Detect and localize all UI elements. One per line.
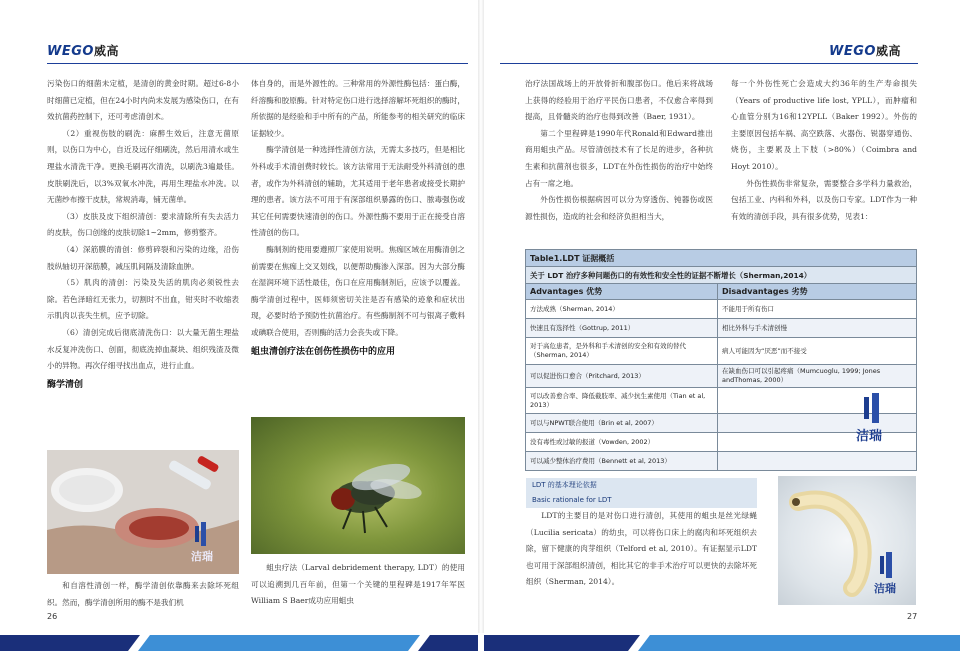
disadvantage-cell: 在缺血伤口可以引起疼痛（Mumcuoglu, 1999; Jones andThomas, 2000） bbox=[718, 365, 917, 388]
basis-text bbox=[526, 508, 757, 591]
disadvantage-cell: 不能用于所有伤口 bbox=[718, 300, 917, 319]
header-rule-left bbox=[47, 63, 468, 64]
advantage-cell: 可以促进伤口愈合（Pritchard, 2013） bbox=[526, 365, 718, 388]
table-row bbox=[526, 338, 917, 365]
paragraph: 每一个外伤性死亡会造成大约36年的生产寿命损失（Years of productive life lost, YPLL），而肿瘤和心血管分别为16和12YPLL（Baker 1992）。外伤的主要原因包括车祸、高空跌落、火器伤、锐器穿通伤、烧伤，主要累及上下肢（>80%）（Coimbra and Hoyt 2010）。 bbox=[731, 79, 917, 171]
watermark-text: 洁瑞 bbox=[191, 550, 213, 563]
table-title: Table1.LDT 证据概括 bbox=[526, 250, 917, 267]
paragraph: 第二个里程碑是1990年代Ronald和Edward推出商用蛆虫产品。尽管清创技术有了长足的进步，各种抗生素和抗菌剂也很多，LDT在外伤性损伤的治疗中始终占有一席之地。 bbox=[525, 128, 713, 188]
left-column-1 bbox=[47, 76, 239, 395]
larva-photo bbox=[778, 476, 916, 605]
advantage-cell: 可以改善愈合率、降低截肢率、减少抗生素使用（Tian et al, 2013） bbox=[526, 388, 718, 414]
brand-cn: 威高 bbox=[875, 44, 901, 58]
table-row bbox=[526, 452, 917, 471]
left-column-2 bbox=[251, 76, 465, 362]
table-row bbox=[526, 300, 917, 319]
basis-title-cn: LDT 的基本理论依据 bbox=[532, 481, 597, 489]
brand-latin: WEGO bbox=[829, 44, 876, 59]
right-column-1 bbox=[525, 76, 713, 225]
disadvantages-header: Disadvantages 劣势 bbox=[718, 284, 917, 300]
header-rule-right bbox=[500, 63, 918, 64]
paragraph: 污染伤口的细菌未定植，是清创的黄金时期。超过6-8小时细菌已定植，但在24小时内尚未发展为感染伤口，在有效抗菌药控制下，还可考虑清创术。 bbox=[47, 79, 239, 122]
page-number-left: 26 bbox=[47, 612, 58, 621]
brand-logo-right bbox=[829, 42, 901, 59]
jierui-watermark bbox=[189, 518, 233, 568]
wound-treatment-photo bbox=[47, 450, 239, 574]
disadvantage-cell bbox=[718, 452, 917, 471]
page-number-right: 27 bbox=[907, 612, 918, 621]
jierui-watermark bbox=[870, 552, 914, 602]
paragraph: （4）深筋膜的清创：修剪碎裂和污染的边缘，沿伤肢纵轴切开深筋膜，减压肌间隔及清除血肿。 bbox=[47, 244, 239, 271]
section-heading: 蛆虫清创疗法在创伤性损伤中的应用 bbox=[251, 346, 396, 357]
left-column-2-tail bbox=[251, 560, 465, 610]
watermark-text: 洁瑞 bbox=[874, 582, 896, 595]
disadvantage-cell: 病人可能因为“厌恶”而不接受 bbox=[718, 338, 917, 365]
bottom-decorative-band bbox=[0, 633, 960, 651]
paragraph: 体自身的，而是外源性的。三种常用的外源性酶包括：蛋白酶，纤溶酶和胶原酶。针对特定伤口进行选择溶解坏死组织的酶时，所依据的是经验和手中所有的产品，所能参考的相关研究的临床证据较少。 bbox=[251, 79, 465, 138]
paragraph: （2）重视伤肢的刷洗：麻醉生效后，注意无菌原则，以伤口为中心，自近及远仔细刷洗，然后用清水或生理盐水清洗干净。更换毛刷再次清洗，以刷洗3遍最佳。皮肤刷洗后，以3%双氧水冲洗，再用生理盐水冲洗。以无菌纱布擦干皮肤，常规消毒，铺无菌单。 bbox=[47, 128, 239, 205]
watermark-text: 洁瑞 bbox=[856, 429, 883, 444]
brand-latin: WEGO bbox=[47, 44, 94, 59]
fly-illustration bbox=[251, 417, 465, 554]
paragraph: 治疗法国战场上的开放骨折和腹部伤口。他后来将战场上获得的经验用于治疗平民伤口患者，不仅愈合率得到提高，且骨髓炎的治疗也得到改善（Baer, 1931）。 bbox=[525, 79, 713, 122]
paragraph: 外伤性损伤非常复杂，需要整合多学科力量救治，包括工业、内科和外科，以及伤口专家。LDT作为一种有效的清创手段，具有很多优势，见表1： bbox=[731, 178, 917, 221]
disadvantage-cell: 相比外科与手术清创慢 bbox=[718, 319, 917, 338]
advantage-cell: 快速且有选择性（Gottrup, 2011） bbox=[526, 319, 718, 338]
paragraph: 和自溶性清创一样，酶学清创依靠酶来去除坏死组织。然而，酶学清创所用的酶不是我们机 bbox=[47, 581, 239, 607]
paragraph: 酶制剂的使用要遵照厂家使用说明。焦痂区域在用酶清创之前需要在焦痂上交叉划线，以便帮助酶渗入深部。因为大部分酶在湿润环境下活性最佳，伤口在应用酶制剂后，应该予以覆盖。酶学清创过程中，医师须密切关注是否有感染的迹象和症状出现，必要时给予预防性抗菌治疗。有些酶制剂不可与银离子敷料或碘联合使用，否则酶的活力会丧失或下降。 bbox=[251, 244, 465, 337]
brand-logo-left bbox=[47, 42, 119, 59]
left-column-1-tail bbox=[47, 578, 239, 611]
right-column-2 bbox=[731, 76, 917, 225]
paragraph: 外伤性损伤根据病因可以分为穿透伤、钝器伤或医源性损伤，造成的社会和经济负担相当大， bbox=[525, 195, 713, 221]
paragraph: 蛆虫疗法（Larval debridement therapy, LDT）的使用可以追溯到几百年前，但第一个关键的里程碑是1917年军医William S Baer成功应用蛆虫 bbox=[251, 563, 465, 606]
advantage-cell: 方法成熟（Sherman, 2014） bbox=[526, 300, 718, 319]
paragraph: （3）皮肤及皮下组织清创：要求清除所有失去活力的皮肤，伤口创缘的皮肤切除1~2mm，修剪整齐。 bbox=[47, 211, 239, 238]
advantage-cell: 可以与NPWT联合使用（Brin et al, 2007） bbox=[526, 414, 718, 433]
paragraph: （5）肌肉的清创：污染及失活的肌肉必须锐性去除。若色泽暗红无张力，切割时不出血，钳夹时不收缩表示肌肉以丧失生机，应予切除。 bbox=[47, 278, 239, 321]
jierui-watermark bbox=[852, 393, 902, 445]
ldt-basis-header bbox=[526, 478, 757, 508]
section-heading: 酶学清创 bbox=[47, 379, 84, 390]
table-subtitle: 关于 LDT 治疗多种问题伤口的有效性和安全性的证据不断增长（Sherman,2014） bbox=[526, 267, 917, 284]
paragraph: LDT的主要目的是对伤口进行清创，其使用的蛆虫是丝光绿蝇（Lucilia sericata）的幼虫，可以将伤口床上的腐肉和坏死组织去除，留下健康的肉芽组织（Telford et al, 2010）。有证据显示LDT也可用于深部组织清创，相比其它的非手术治疗可以更快的去除坏死组织（Sherman, 2014）。 bbox=[526, 511, 757, 587]
table-row bbox=[526, 365, 917, 388]
advantage-cell: 可以减少整体治疗费用（Bennett et al, 2013） bbox=[526, 452, 718, 471]
table-row bbox=[526, 319, 917, 338]
basis-title-en: Basic rationale for LDT bbox=[532, 496, 612, 504]
fly-photo bbox=[251, 417, 465, 554]
brand-cn: 威高 bbox=[93, 44, 119, 58]
band-shapes bbox=[0, 633, 960, 651]
advantage-cell: 对于高危患者，是外科和手术清创的安全和有效的替代（Sherman, 2014） bbox=[526, 338, 718, 365]
paragraph: （6）清创完成后彻底清洗伤口：以大量无菌生理盐水反复冲洗伤口、创面，彻底洗掉血凝块、组织残渣及微小的异物。再次仔细寻找出血点，进行止血。 bbox=[47, 327, 239, 371]
advantage-cell: 没有毒性或过敏的报道（Vowden, 2002） bbox=[526, 433, 718, 452]
advantages-header: Advantages 优势 bbox=[526, 284, 718, 300]
page-gutter bbox=[478, 0, 484, 651]
paragraph: 酶学清创是一种选择性清创方法，无需太多技巧，但是相比外科或手术清创费时较长。该方法常用于无法耐受外科清创的患者，或作为外科清创的辅助，尤其适用于老年患者或接受长期护理的患者。该方法不可用于有深部组织暴露的伤口、脓毒强伤或其它任何需要快速清创的伤口。外源性酶不要用于正在接受自溶性清创的伤口。 bbox=[251, 145, 465, 238]
